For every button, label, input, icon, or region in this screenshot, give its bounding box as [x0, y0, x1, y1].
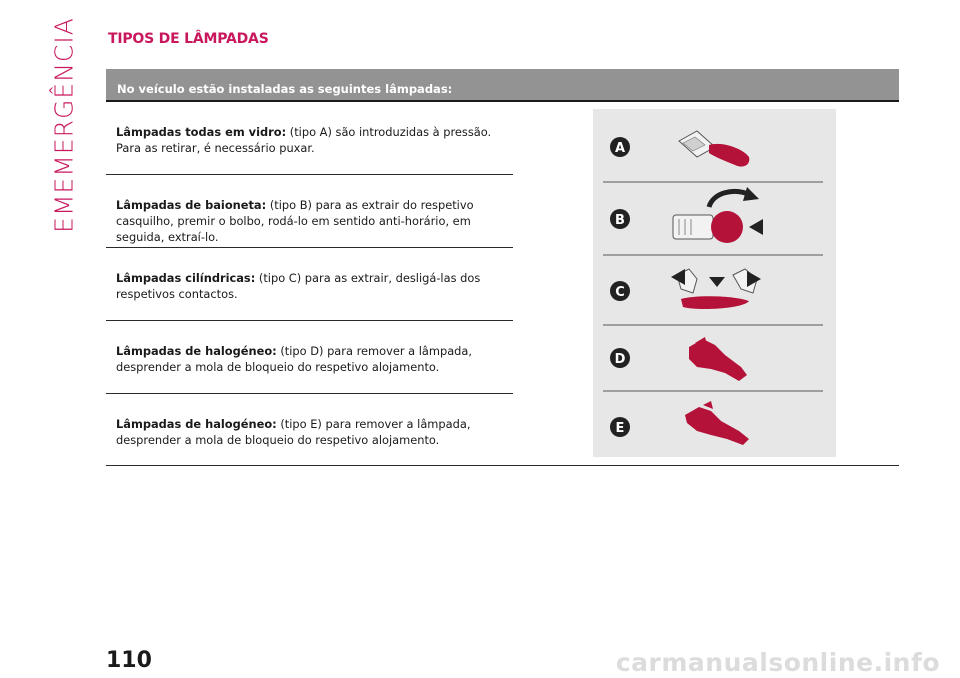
section-title: TIPOS DE LÂMPADAS [108, 31, 269, 47]
badge-d [610, 348, 630, 368]
lamp-text [116, 124, 506, 156]
bulb-c-icon [671, 269, 761, 309]
bulb-e-icon [685, 401, 749, 445]
lamp-row-d [106, 321, 513, 394]
lamp-name: Lâmpadas de halogéneo: [116, 344, 277, 358]
lamp-types-illustration [593, 109, 836, 457]
chapter-side-label [36, 17, 92, 233]
chapter-side-label-text: EMEMERGÊNCIA [49, 17, 79, 233]
lamp-desc: (tipo B) para as extrair do respetivo casquilho, premir o bolbo, rodá-lo em sentido anti-horário, em seguida, extraí-lo. [116, 198, 474, 244]
lamp-desc: (tipo A) são introduzidas à pressão. Para as retirar, é necessário puxar. [116, 125, 492, 155]
left-arrow-icon [671, 269, 685, 285]
lamp-desc: (tipo C) para as extrair, desligá-las dos respetivos contactos. [116, 271, 481, 301]
lamp-name: Lâmpadas de halogéneo: [116, 417, 277, 431]
lamp-name: Lâmpadas cilíndricas: [116, 271, 256, 285]
svg-text:C: C [615, 285, 625, 300]
badge-e [610, 417, 630, 437]
rotate-arrow-icon [743, 187, 759, 201]
bulb-a-icon [679, 131, 749, 167]
lamp-desc: (tipo D) para remover a lâmpada, desprender a mola de bloqueio do respetivo alojamento. [116, 344, 473, 374]
watermark: carmanualsonline.info [615, 648, 940, 677]
badge-b [610, 209, 630, 229]
svg-text:E: E [615, 421, 625, 436]
bulb-d-icon [689, 337, 747, 381]
table-header [106, 69, 899, 102]
table-header-text: No veículo estão instaladas as seguintes lâmpadas: [117, 82, 453, 96]
svg-text:D: D [614, 352, 626, 367]
lamp-text [116, 416, 506, 448]
svg-text:A: A [614, 141, 626, 156]
bottom-divider [106, 465, 899, 466]
page-number: 110 [106, 648, 152, 673]
push-arrow-icon [749, 219, 763, 235]
bulb-b-icon [673, 187, 763, 243]
lamp-name: Lâmpadas todas em vidro: [116, 125, 287, 139]
badge-a [610, 137, 630, 157]
lamp-desc: (tipo E) para remover a lâmpada, desprender a mola de bloqueio do respetivo alojamento. [116, 417, 471, 447]
svg-text:B: B [615, 213, 625, 228]
lamp-row-a [106, 102, 513, 175]
down-arrow-icon [709, 277, 725, 287]
badge-c [610, 281, 630, 301]
lamp-row-c [106, 248, 513, 321]
lamp-text [116, 343, 506, 375]
lamp-text [116, 197, 506, 245]
lamp-row-e [106, 394, 513, 466]
lamp-text [116, 270, 506, 302]
lamp-types-figure [593, 109, 836, 457]
lamp-name: Lâmpadas de baioneta: [116, 198, 267, 212]
lamp-row-b [106, 175, 513, 248]
